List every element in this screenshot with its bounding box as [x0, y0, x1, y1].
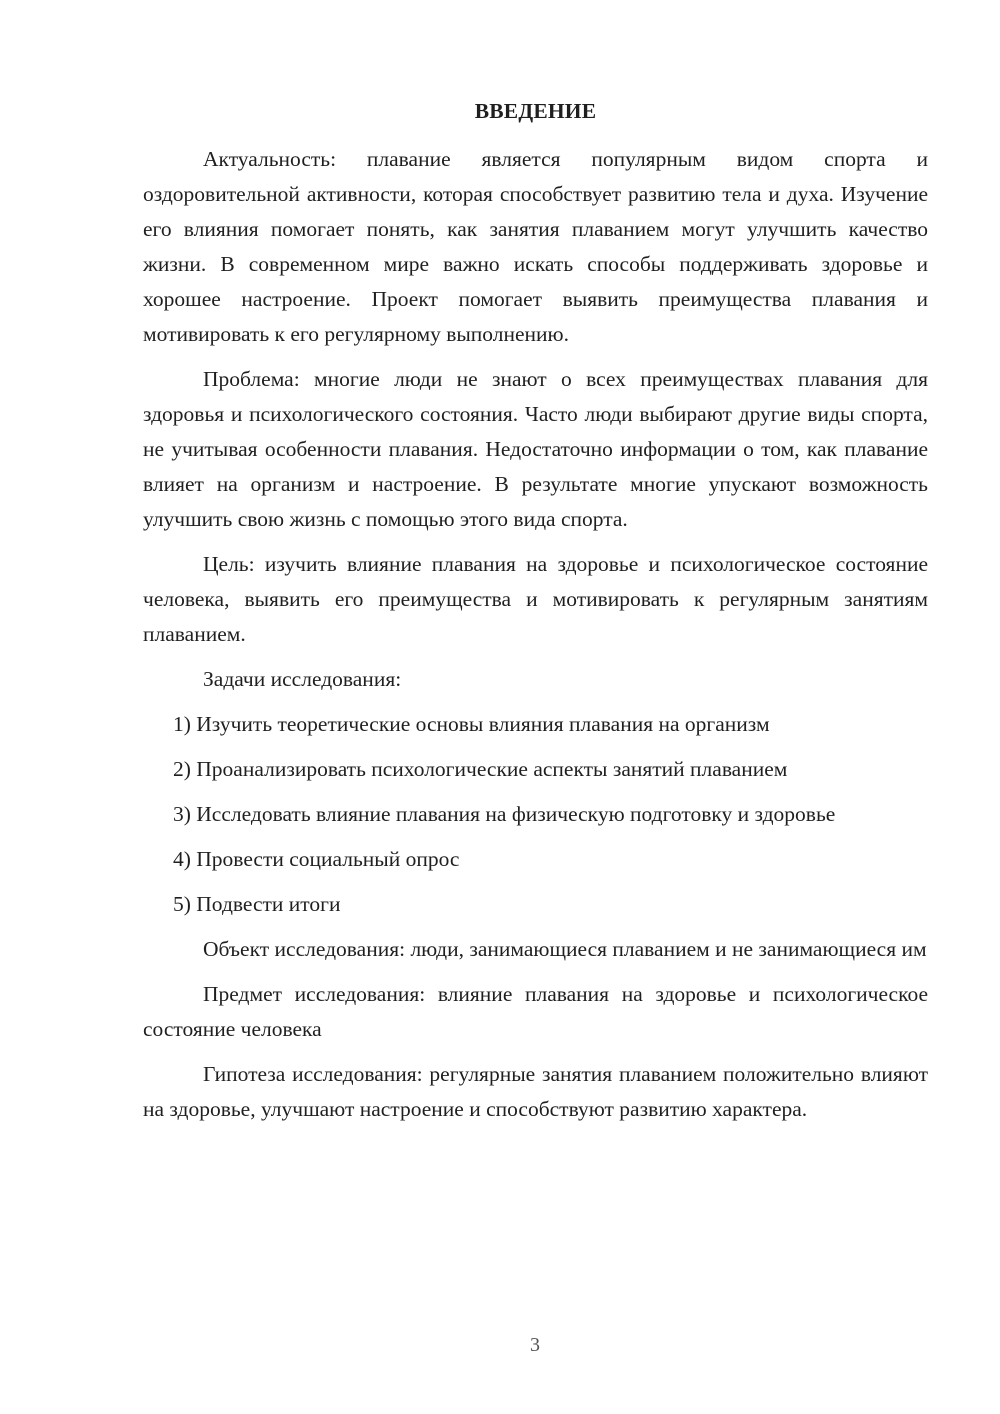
tasks-list: [143, 707, 928, 922]
page-title: ВВЕДЕНИЕ: [474, 99, 597, 123]
goal-paragraph: Цель: изучить влияние плавания на здоровье и психологическое состояние человека, выявить его преимущества и мотивировать к регулярным занятиям плаванием.: [143, 552, 928, 646]
tasks-heading: Задачи исследования:: [203, 667, 402, 691]
subject-paragraph: Предмет исследования: влияние плавания на здоровье и психологическое состояние человека: [143, 982, 928, 1041]
relevance-paragraph: Актуальность: плавание является популярным видом спорта и оздоровительной активности, которая способствует развитию тела и духа. Изучение его влияния помогает понять, как занятия плаванием могут улучшить качество жизни. В современном мире важно искать способы поддерживать здоровье и хорошее настроение. Проект помогает выявить преимущества плавания и мотивировать к его регулярному выполнению.: [143, 147, 928, 346]
hypothesis-paragraph: Гипотеза исследования: регулярные занятия плаванием положительно влияют на здоровье, улучшают настроение и способствуют развитию характера.: [143, 1062, 928, 1121]
list-item: 1) Изучить теоретические основы влияния плавания на организм: [173, 712, 770, 736]
document-page: [143, 96, 928, 1137]
page-number: 3: [530, 1334, 540, 1356]
list-item: 2) Проанализировать психологические аспекты занятий плаванием: [173, 757, 788, 781]
list-item: 5) Подвести итоги: [173, 892, 341, 916]
problem-paragraph: Проблема: многие люди не знают о всех преимуществах плавания для здоровья и психологического состояния. Часто люди выбирают другие виды спорта, не учитывая особенности плавания. Недостаточно информации о том, как плавание влияет на организм и настроение. В результате многие упускают возможность улучшить свою жизнь с помощью этого вида спорта.: [143, 367, 928, 531]
list-item: 4) Провести социальный опрос: [173, 847, 460, 871]
object-paragraph: Объект исследования: люди, занимающиеся плаванием и не занимающиеся им: [203, 937, 927, 961]
list-item: 3) Исследовать влияние плавания на физическую подготовку и здоровье: [173, 802, 836, 826]
